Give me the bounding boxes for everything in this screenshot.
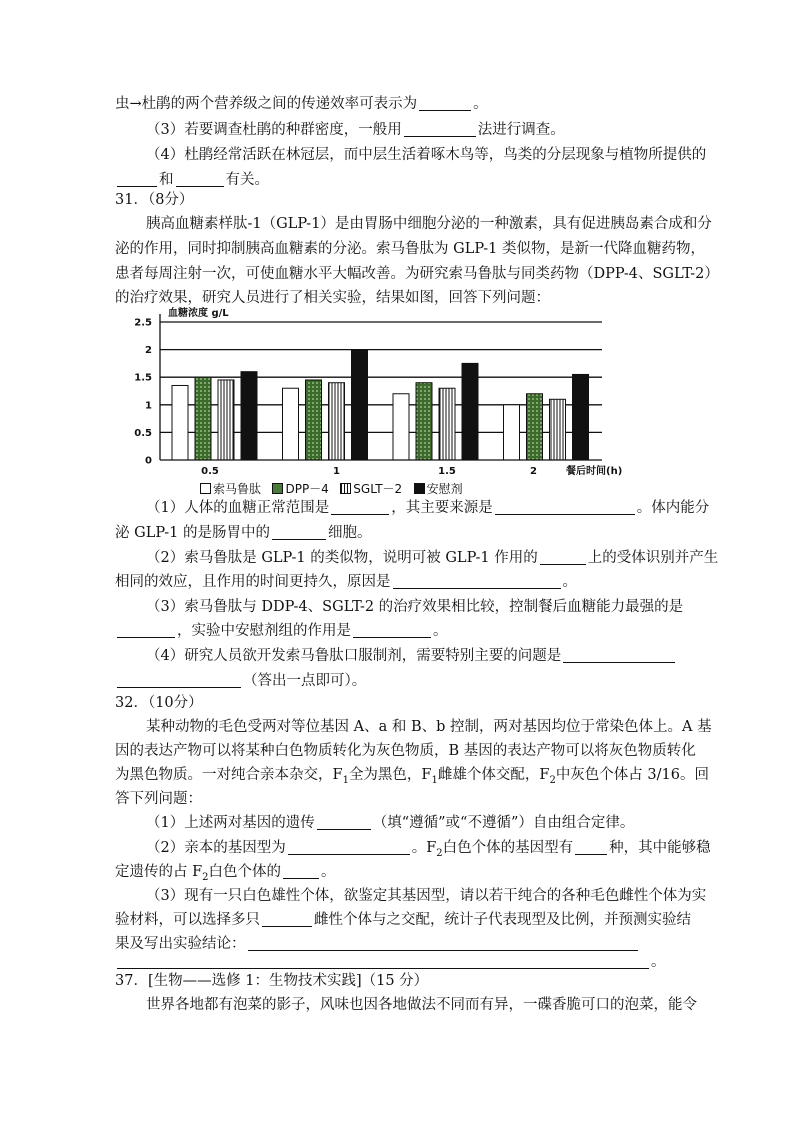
x-tick-label: 0.5: [201, 466, 219, 477]
answer-blank[interactable]: [117, 622, 175, 638]
q32-para: 因的表达产物可以将某种白色物质转化为灰色物质，B 基因的表达产物可以将灰色物质转化: [115, 743, 696, 759]
y-tick-label: 0.5: [134, 427, 152, 439]
q31-para: 泌的作用，同时抑制胰高血糖素的分泌。索马鲁肽为 GLP-1 类似物，是新一代降血糖药物，: [115, 241, 706, 257]
bar: [439, 388, 455, 460]
answer-blank[interactable]: [419, 95, 471, 111]
chart-legend: [200, 480, 463, 497]
q32-sub1: （1）上述两对基因的遗传 （填“遵循”或“不遵循”）自由组合定律。: [146, 815, 635, 831]
answer-blank[interactable]: [248, 935, 638, 951]
q31-para: 的治疗效果，研究人员进行了相关实验，结果如图，回答下列问题：: [115, 290, 550, 306]
bar: [306, 380, 322, 460]
q31-sub3: （3）索马鲁肽与 DDP-4、SGLT-2 的治疗效果相比较，控制餐后血糖能力最强的是: [146, 599, 684, 615]
y-tick-label: 2.5: [134, 317, 152, 329]
q31-sub2: （2）索马鲁肽是 GLP-1 的类似物，说明可被 GLP-1 作用的 上的受体识别并产生: [146, 550, 719, 566]
q31-para: 患者每周注射一次，可使血糖水平大幅改善。为研究索马鲁肽与同类药物（DPP-4、SGLT-2）: [115, 266, 719, 282]
legend-swatch: [414, 483, 425, 494]
answer-blank[interactable]: [288, 839, 410, 855]
bar: [462, 363, 478, 460]
legend-swatch: [272, 483, 283, 494]
q32-para: 某种动物的毛色受两对等位基因 A、a 和 B、b 控制，两对基因均位于常染色体上。A 基: [146, 719, 712, 735]
q32-sub3-cont: 验材料，可以选择多只 雌性个体与之交配，统计子代表现型及比例，并预测实验结: [115, 912, 691, 928]
q32-sub3-cont: 果及写出实验结论：: [115, 934, 640, 954]
bar: [329, 383, 345, 460]
answer-blank[interactable]: [575, 839, 607, 855]
q31-sub1: （1）人体的血糖正常范围是 ，其主要来源是 。体内能分: [146, 500, 710, 516]
q31-sub3-cont: ，实验中安慰剂组的作用是 。: [115, 621, 448, 641]
question-4-cont: 和 有关。: [115, 170, 269, 190]
answer-blank[interactable]: [117, 171, 157, 187]
y-tick-label: 0: [145, 455, 152, 467]
q32-sub2-cont: 定遗传的占 $F_2$白色个体的 。: [115, 864, 336, 883]
q31-para: 胰高血糖素样肽-1（GLP-1）是由胃肠中细胞分泌的一种激素，具有促进胰岛素合成和分: [146, 216, 712, 232]
x-tick-label: 2: [530, 466, 537, 477]
legend-label: DPP－4: [285, 482, 329, 496]
q31-sub4: （4）研究人员欲开发索马鲁肽口服制剂，需要特别主要的问题是: [146, 646, 677, 666]
answer-blank[interactable]: [262, 911, 312, 927]
x-tick-label: 1: [333, 466, 340, 477]
q32-sub3: （3）现有一只白色雄性个体，欲鉴定其基因型，请以若干纯合的各种毛色雌性个体为实: [146, 888, 707, 904]
legend-label: SGLT－2: [353, 482, 403, 496]
q32-sub3-cont: 。: [115, 952, 666, 972]
bar: [172, 385, 188, 460]
q32-para: 为黑色物质。一对纯合亲本杂交，$F_1$全为黑色，$F_1$雌雄个体交配，$F_2$中灰色个体占 3/16。回: [115, 767, 709, 786]
bar: [352, 350, 368, 460]
bar: [283, 388, 299, 460]
answer-blank[interactable]: [317, 814, 371, 830]
bar: [195, 377, 211, 460]
bar: [527, 394, 543, 460]
bar: [416, 383, 432, 460]
answer-blank[interactable]: [117, 953, 649, 969]
y-tick-label: 1.5: [134, 372, 152, 384]
answer-blank[interactable]: [272, 524, 326, 540]
answer-blank[interactable]: [117, 672, 241, 688]
legend-swatch: [340, 483, 351, 494]
y-tick-label: 2: [145, 345, 152, 357]
question-3: （3）若要调查杜鹃的种群密度，一般用 法进行调查。: [146, 122, 565, 138]
answer-blank[interactable]: [393, 573, 561, 589]
answer-blank[interactable]: [353, 622, 431, 638]
answer-blank[interactable]: [540, 549, 586, 565]
bar: [218, 380, 234, 460]
q32-heading: 32．（10分）: [115, 695, 203, 711]
bar: [504, 405, 520, 460]
bar: [393, 394, 409, 460]
blood-glucose-bar-chart: [112, 306, 672, 496]
y-axis-label: 血糖浓度 g/L: [168, 308, 229, 319]
line-transfer-efficiency: 虫→杜鹃的两个营养级之间的传递效率可表示为 。: [115, 96, 488, 112]
q31-sub1-cont: 泌 GLP-1 的是肠胃中的 细胞。: [115, 525, 372, 541]
y-tick-label: 1: [145, 400, 152, 412]
x-tick-label: 1.5: [438, 466, 456, 477]
q31-heading: 31．（8分）: [115, 192, 194, 208]
question-4: （4）杜鹃经常活跃在林冠层，而中层生活着啄木鸟等，鸟类的分层现象与植物所提供的: [146, 147, 707, 163]
q31-sub2-cont: 相同的效应，且作用的时间更持久，原因是 。: [115, 574, 577, 590]
legend-swatch: [200, 483, 211, 494]
answer-blank[interactable]: [283, 863, 319, 879]
bar: [241, 372, 257, 460]
bar: [573, 374, 589, 460]
legend-label: 安慰剂: [426, 482, 463, 496]
answer-blank[interactable]: [495, 499, 635, 515]
q32-para: 答下列问题：: [115, 791, 202, 807]
answer-blank[interactable]: [331, 499, 389, 515]
answer-blank[interactable]: [404, 121, 476, 137]
bar: [550, 399, 566, 460]
answer-blank[interactable]: [176, 171, 224, 187]
legend-label: 索马鲁肽: [213, 482, 262, 496]
q31-sub4-cont: （答出一点即可）。: [115, 671, 366, 691]
q37-para: 世界各地都有泡菜的影子，风味也因各地做法不同而有异，一碟香脆可口的泡菜，能令: [146, 997, 697, 1013]
answer-blank[interactable]: [563, 647, 675, 663]
x-axis-label: 餐后时间(h): [566, 466, 623, 477]
q37-heading: 37．[生物——选修 1：生物技术实践]（15 分）: [115, 973, 429, 989]
q32-sub2: （2）亲本的基因型为 。$F_2$白色个体的基因型有 种，其中能够稳: [146, 840, 711, 859]
